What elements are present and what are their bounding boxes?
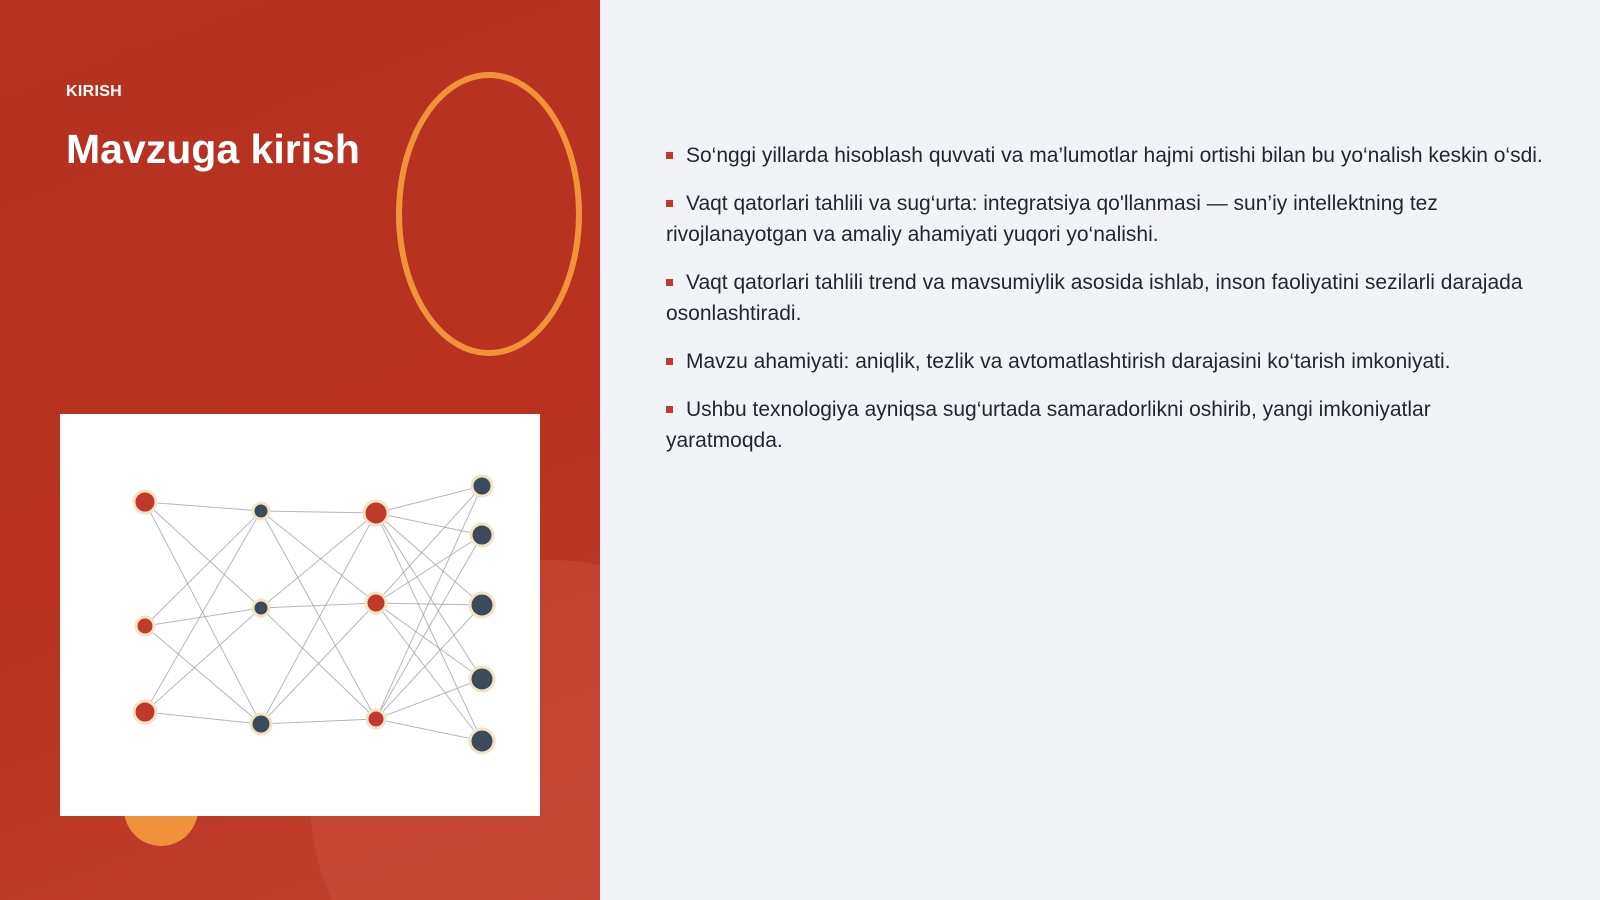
network-edge (145, 712, 261, 724)
network-edge (376, 719, 482, 741)
bullet-text: So‘nggi yillarda hisoblash quvvati va ma’lumotlar hajmi ortishi bilan bu yo‘nalish keskin o‘sdi. (686, 144, 1543, 167)
network-edge (376, 603, 482, 679)
network-node (251, 714, 271, 734)
network-node (134, 491, 156, 513)
network-edge (261, 603, 376, 724)
network-edge (376, 605, 482, 719)
bullet-text: Vaqt qatorlari tahlili trend va mavsumiylik asosida ishlab, inson faoliyatini sezilarli darajada osonlashtiradi. (666, 271, 1523, 325)
network-edge (261, 719, 376, 724)
network-edge (261, 511, 376, 603)
network-node (134, 701, 156, 723)
bullet-square-icon (666, 152, 673, 159)
network-node (364, 501, 388, 525)
network-edge (261, 513, 376, 724)
network-edge (145, 502, 261, 724)
network-edge (376, 535, 482, 719)
network-edge (376, 486, 482, 603)
neural-network-icon (60, 414, 540, 816)
network-edge (145, 511, 261, 626)
network-node (136, 617, 154, 635)
bullet-square-icon (666, 406, 673, 413)
bullet-square-icon (666, 200, 673, 207)
network-node (253, 600, 269, 616)
network-connections (145, 486, 482, 741)
bullet-item (666, 346, 1546, 377)
network-edge (145, 502, 261, 511)
network-node (470, 729, 494, 753)
bullet-text: Ushbu texnologiya ayniqsa sug‘urtada samaradorlikni oshirib, yangi imkoniyatlar yaratmoqda. (666, 398, 1431, 452)
network-node (471, 524, 493, 546)
section-label: KIRISH (66, 83, 123, 100)
network-edge (145, 511, 261, 712)
network-node (366, 593, 386, 613)
network-edge (376, 513, 482, 605)
slide-title: Mavzuga kirish (66, 126, 360, 172)
left-panel (0, 0, 600, 900)
bullet-text: Mavzu ahamiyati: aniqlik, tezlik va avtomatlashtirish darajasini ko‘tarish imkoniyati. (686, 350, 1451, 373)
illustration-card (60, 414, 540, 816)
network-edge (376, 486, 482, 719)
bullet-square-icon (666, 358, 673, 365)
bullet-item (666, 188, 1546, 250)
network-edge (376, 486, 482, 513)
bullet-item (666, 394, 1546, 456)
bullet-item (666, 267, 1546, 329)
network-node (472, 476, 492, 496)
network-edge (376, 603, 482, 741)
network-node (253, 503, 269, 519)
network-edge (376, 513, 482, 679)
bullet-text: Vaqt qatorlari tahlili va sug‘urta: integratsiya qo'llanmasi — sun’iy intellektning tez rivojlanayotgan va amaliy ahamiyati yuqori yo‘nalishi. (666, 192, 1438, 246)
decorative-ring (396, 72, 582, 356)
network-edge (376, 513, 482, 535)
bullet-item (666, 140, 1546, 171)
network-edge (261, 603, 376, 608)
network-edge (145, 626, 261, 724)
network-node (470, 667, 494, 691)
network-edge (145, 502, 261, 608)
bullet-square-icon (666, 279, 673, 286)
network-edge (261, 513, 376, 608)
network-edge (261, 511, 376, 719)
network-node (470, 593, 494, 617)
bullet-list (666, 140, 1546, 473)
network-edge (261, 511, 376, 513)
network-node (367, 710, 385, 728)
